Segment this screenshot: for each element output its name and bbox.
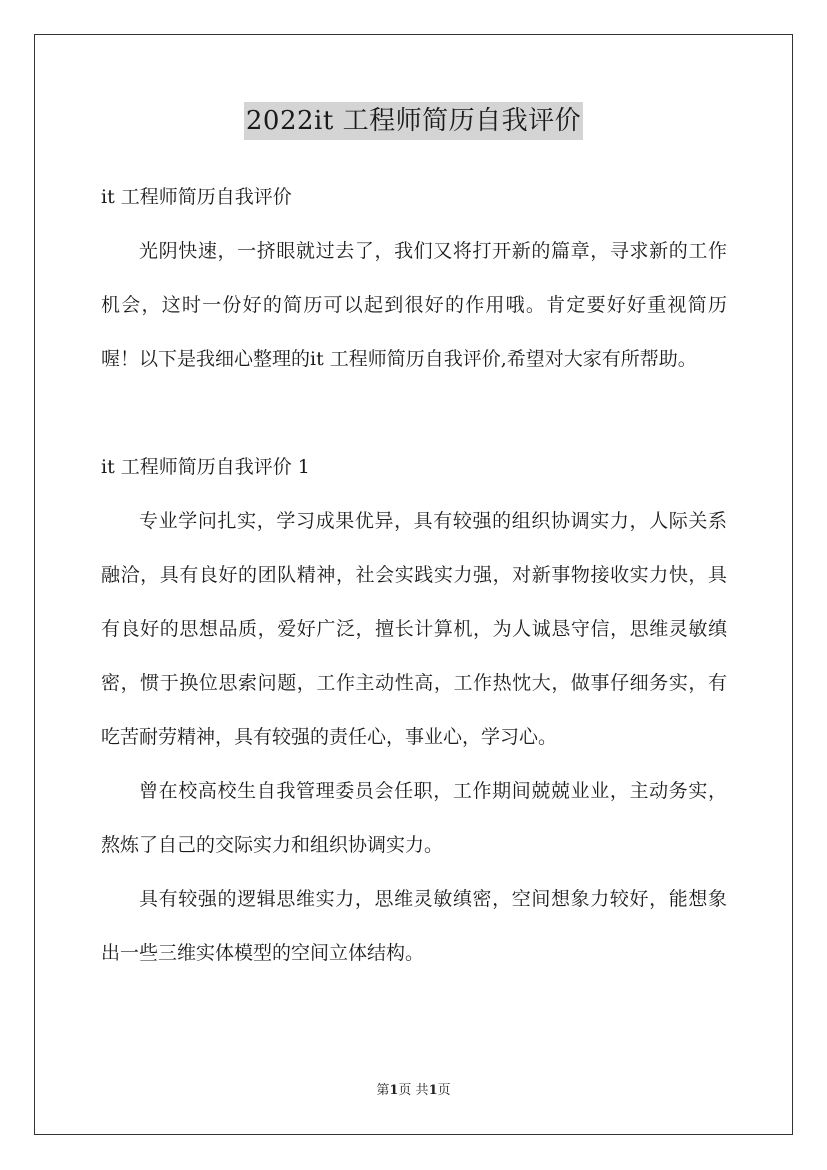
page-mid: 页 共 <box>398 1083 429 1098</box>
section-1-heading: it 工程师简历自我评价 1 <box>101 456 310 478</box>
section-1-paragraph: 曾在校高校生自我管理委员会任职，工作期间兢兢业业，主动务实，熬炼了自己的交际实力和组织协调实力。 <box>101 780 727 856</box>
intro-heading: it 工程师简历自我评价 <box>101 186 292 208</box>
section-1-paragraph: 专业学问扎实，学习成果优异，具有较强的组织协调实力，人际关系融洽，具有良好的团队精神，社会实践实力强，对新事物接收实力快，具有良好的思想品质，爱好广泛，擅长计算机，为人诚恳守信，思维灵敏缜密，惯于换位思索问题，工作主动性高，工作热忱大，做事仔细务实，有吃苦耐劳精神，具有较强的责任心，事业心，学习心。 <box>101 510 727 748</box>
title-container <box>0 102 827 140</box>
section-1-paragraph: 具有较强的逻辑思维实力，思维灵敏缜密，空间想象力较好，能想象出一些三维实体模型的空间立体结构。 <box>101 888 727 964</box>
current-page-number: 1 <box>389 1083 399 1098</box>
page-suffix: 页 <box>437 1083 451 1098</box>
page-number-footer <box>0 1082 827 1100</box>
intro-paragraph: 光阴快速，一挤眼就过去了，我们又将打开新的篇章，寻求新的工作机会，这时一份好的简历可以起到很好的作用哦。肯定要好好重视简历喔！以下是我细心整理的it 工程师简历自我评价,希望对大家有所帮助。 <box>101 240 727 370</box>
page-prefix: 第 <box>376 1083 390 1098</box>
section-spacer <box>101 386 727 440</box>
document-title: 2022it 工程师简历自我评价 <box>244 102 583 140</box>
document-body <box>101 170 727 980</box>
total-page-number: 1 <box>428 1083 438 1098</box>
